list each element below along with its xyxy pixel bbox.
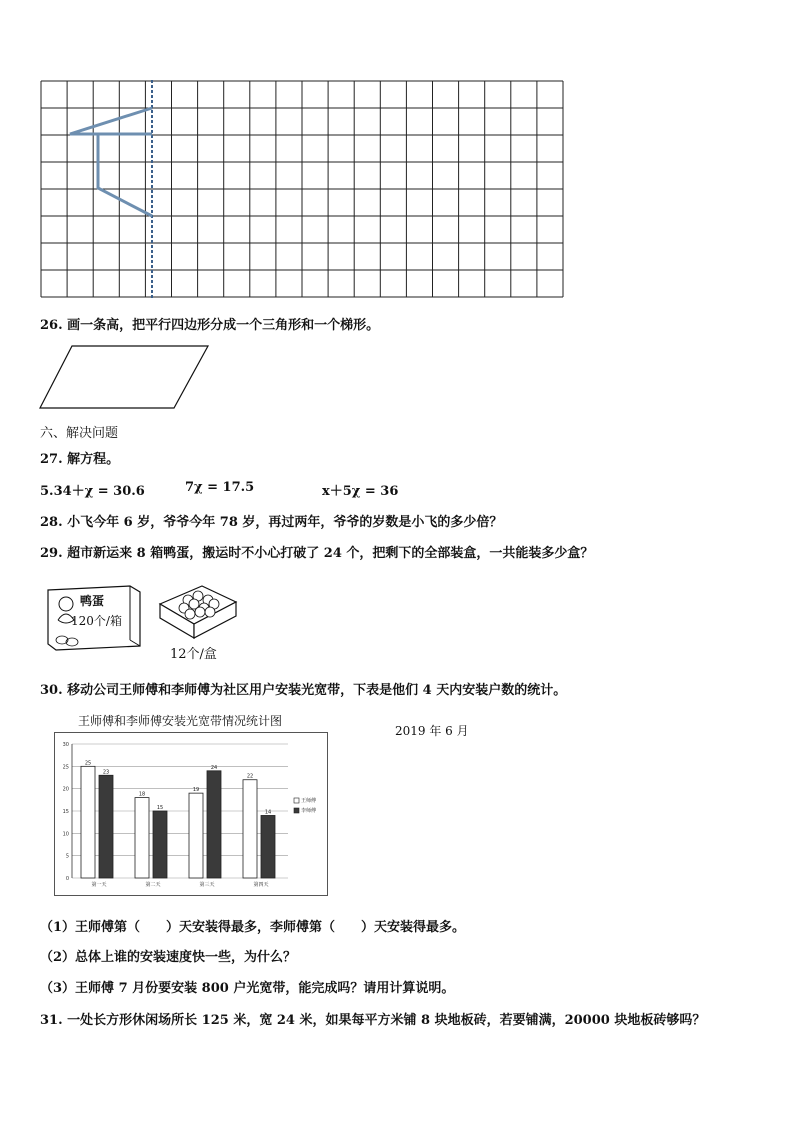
q31-number: 31. [40,1013,63,1028]
y-tick-label: 5 [65,853,69,860]
y-tick-label: 20 [62,786,69,793]
question-27 [40,448,119,467]
equation-1: 5.34＋χ = 30.6 [40,484,145,499]
half-figure [70,108,152,134]
equation-3: x＋5χ = 36 [322,484,399,499]
half-figure-lower [98,134,152,216]
bar-wang [243,780,257,878]
egg-box-label: 鸭蛋 [80,594,105,608]
bar-chart [54,732,328,896]
legend-label: 王师傅 [301,798,317,804]
bar-li [261,815,275,878]
q28-number: 28. [40,515,63,530]
q27-text: 解方程。 [67,452,120,467]
y-tick-label: 10 [62,831,69,838]
x-tick-label: 第二天 [145,882,161,888]
question-26 [40,314,379,333]
bar-wang [135,798,149,878]
egg-tray-illustration [158,584,238,640]
y-tick-label: 15 [62,809,69,815]
question-29 [40,542,593,561]
legend-swatch [294,798,299,803]
bar-value-label: 25 [84,760,92,767]
bar-value-label: 19 [192,787,200,794]
bar-value-label: 15 [156,805,164,811]
question-31 [40,1009,705,1028]
egg-tray-caption: 12个/盒 [170,647,217,662]
q26-number: 26. [40,318,63,333]
chart-title: 王师傅和李师傅安装光宽带情况统计图 [78,714,283,728]
q27-number: 27. [40,452,63,467]
q30-number: 30. [40,683,63,698]
question-28 [40,511,502,530]
egg-box-caption: 120个/箱 [71,614,122,628]
legend-label: 李师傅 [301,808,317,814]
symmetry-grid [40,80,564,298]
q30-sub1: （1）王师傅第（ ）天安装得最多，李师傅第（ ）天安装得最多。 [40,920,466,935]
grid-lines [41,81,563,297]
q28-text: 小飞今年 6 岁，爷爷今年 78 岁，再过两年，爷爷的岁数是小飞的多少倍？ [67,515,503,530]
bar-li [99,775,113,878]
bar-value-label: 14 [264,809,272,816]
q30-sub2: （2）总体上谁的安装速度快一些，为什么？ [40,950,297,965]
x-tick-label: 第一天 [91,882,107,888]
y-tick-label: 30 [62,742,69,748]
q29-text: 超市新运来 8 箱鸭蛋，搬运时不小心打破了 24 个，把剩下的全部装盒，一共能装多少盒？ [67,546,594,561]
bar-wang [189,793,203,878]
x-tick-label: 第三天 [199,882,215,888]
q30-sub3: （3）王师傅 7 月份要安装 800 户光宽带，能完成吗？请用计算说明。 [40,981,455,996]
q30-text: 移动公司王师傅和李师傅为社区用户安装光宽带，下表是他们 4 天内安装户数的统计。 [67,683,567,698]
parallelogram [38,344,212,410]
q31-text: 一处长方形休闲场所长 125 米，宽 24 米，如果每平方米铺 8 块地板砖，若要铺满，20000 块地板砖够吗？ [67,1013,706,1028]
section-title: 六、解决问题 [40,426,119,441]
y-tick-label: 0 [65,876,69,882]
q29-number: 29. [40,546,63,561]
bar-wang [81,766,95,878]
equation-2: 7χ = 17.5 [185,480,255,495]
bar-value-label: 24 [210,764,218,771]
bar-value-label: 23 [102,769,110,776]
question-30 [40,679,566,698]
chart-subtitle: 2019 年 6 月 [395,724,469,738]
y-tick-label: 25 [62,764,69,771]
bar-li [207,771,221,878]
legend-swatch [294,808,299,813]
q26-text: 画一条高，把平行四边形分成一个三角形和一个梯形。 [67,318,380,333]
x-tick-label: 第四天 [253,882,269,888]
bar-value-label: 22 [246,773,254,780]
bar-value-label: 18 [138,791,146,798]
bar-li [153,811,167,878]
